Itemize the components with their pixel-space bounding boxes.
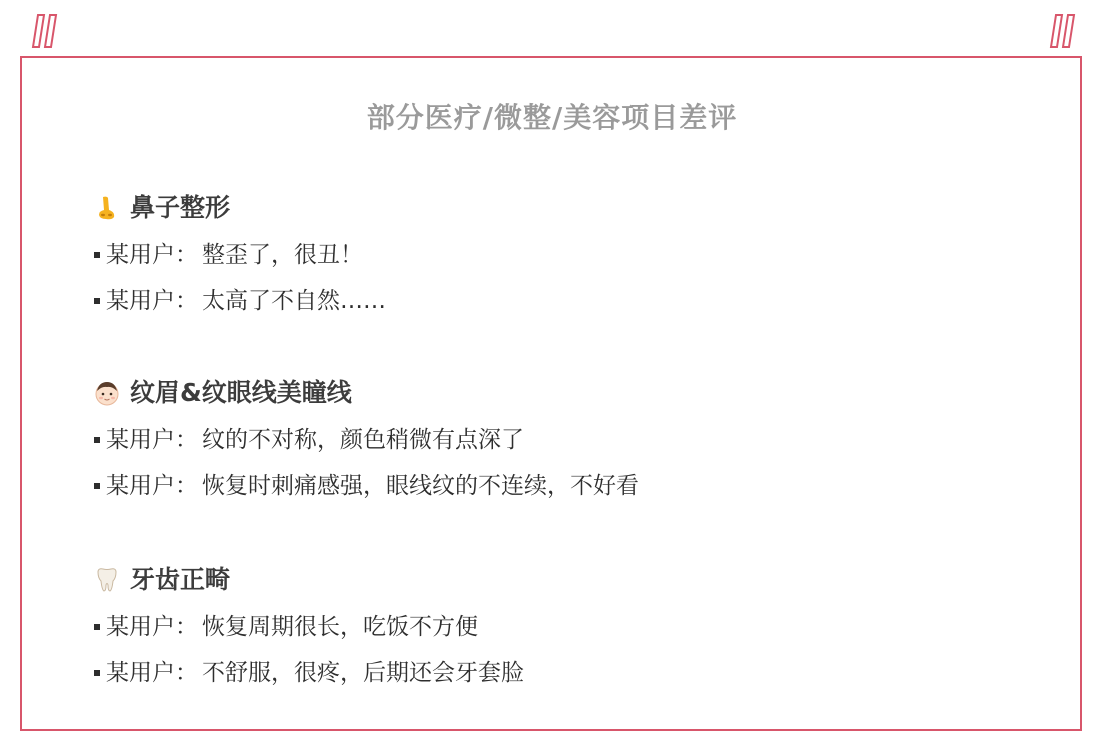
section-title: 纹眉&纹眼线美瞳线 (130, 378, 352, 407)
tooth-icon (94, 567, 120, 593)
review-user: 某用户： (106, 660, 198, 686)
review-item (94, 611, 1054, 643)
quote-mark-left-icon (31, 14, 59, 48)
review-list (94, 239, 1054, 317)
review-user: 某用户： (106, 242, 198, 268)
bullet (94, 437, 100, 443)
section-title: 鼻子整形 (130, 193, 231, 222)
review-text: 整歪了，很丑！ (202, 242, 363, 268)
review-item (94, 657, 1054, 689)
section-heading (94, 376, 1054, 410)
section-heading (94, 563, 1054, 597)
section-orthodontics (94, 563, 1054, 703)
page-title: 部分医疗/微整/美容项目差评 (366, 101, 738, 134)
section-title: 牙齿正畸 (130, 565, 231, 594)
review-list (94, 611, 1054, 689)
review-text: 恢复时刺痛感强，眼线纹的不连续，不好看 (202, 473, 639, 499)
bullet (94, 252, 100, 258)
quote-mark-right-icon (1049, 14, 1077, 48)
review-item (94, 470, 1054, 502)
review-text: 纹的不对称，颜色稍微有点深了 (202, 427, 524, 453)
review-user: 某用户： (106, 473, 198, 499)
review-text: 不舒服，很疼，后期还会牙套脸 (202, 660, 524, 686)
section-heading (94, 191, 1054, 225)
review-user: 某用户： (106, 614, 198, 640)
section-eyebrow-eyeliner (94, 376, 1054, 516)
bullet (94, 483, 100, 489)
review-text: 太高了不自然…… (202, 288, 386, 314)
review-user: 某用户： (106, 288, 198, 314)
review-user: 某用户： (106, 427, 198, 453)
review-text: 恢复周期很长，吃饭不方便 (202, 614, 478, 640)
face-icon (94, 380, 120, 406)
review-item (94, 424, 1054, 456)
review-list (94, 424, 1054, 502)
section-nose-surgery (94, 191, 1054, 331)
bullet (94, 624, 100, 630)
review-item (94, 239, 1054, 271)
nose-icon (94, 195, 120, 221)
review-item (94, 285, 1054, 317)
bullet (94, 670, 100, 676)
bullet (94, 298, 100, 304)
